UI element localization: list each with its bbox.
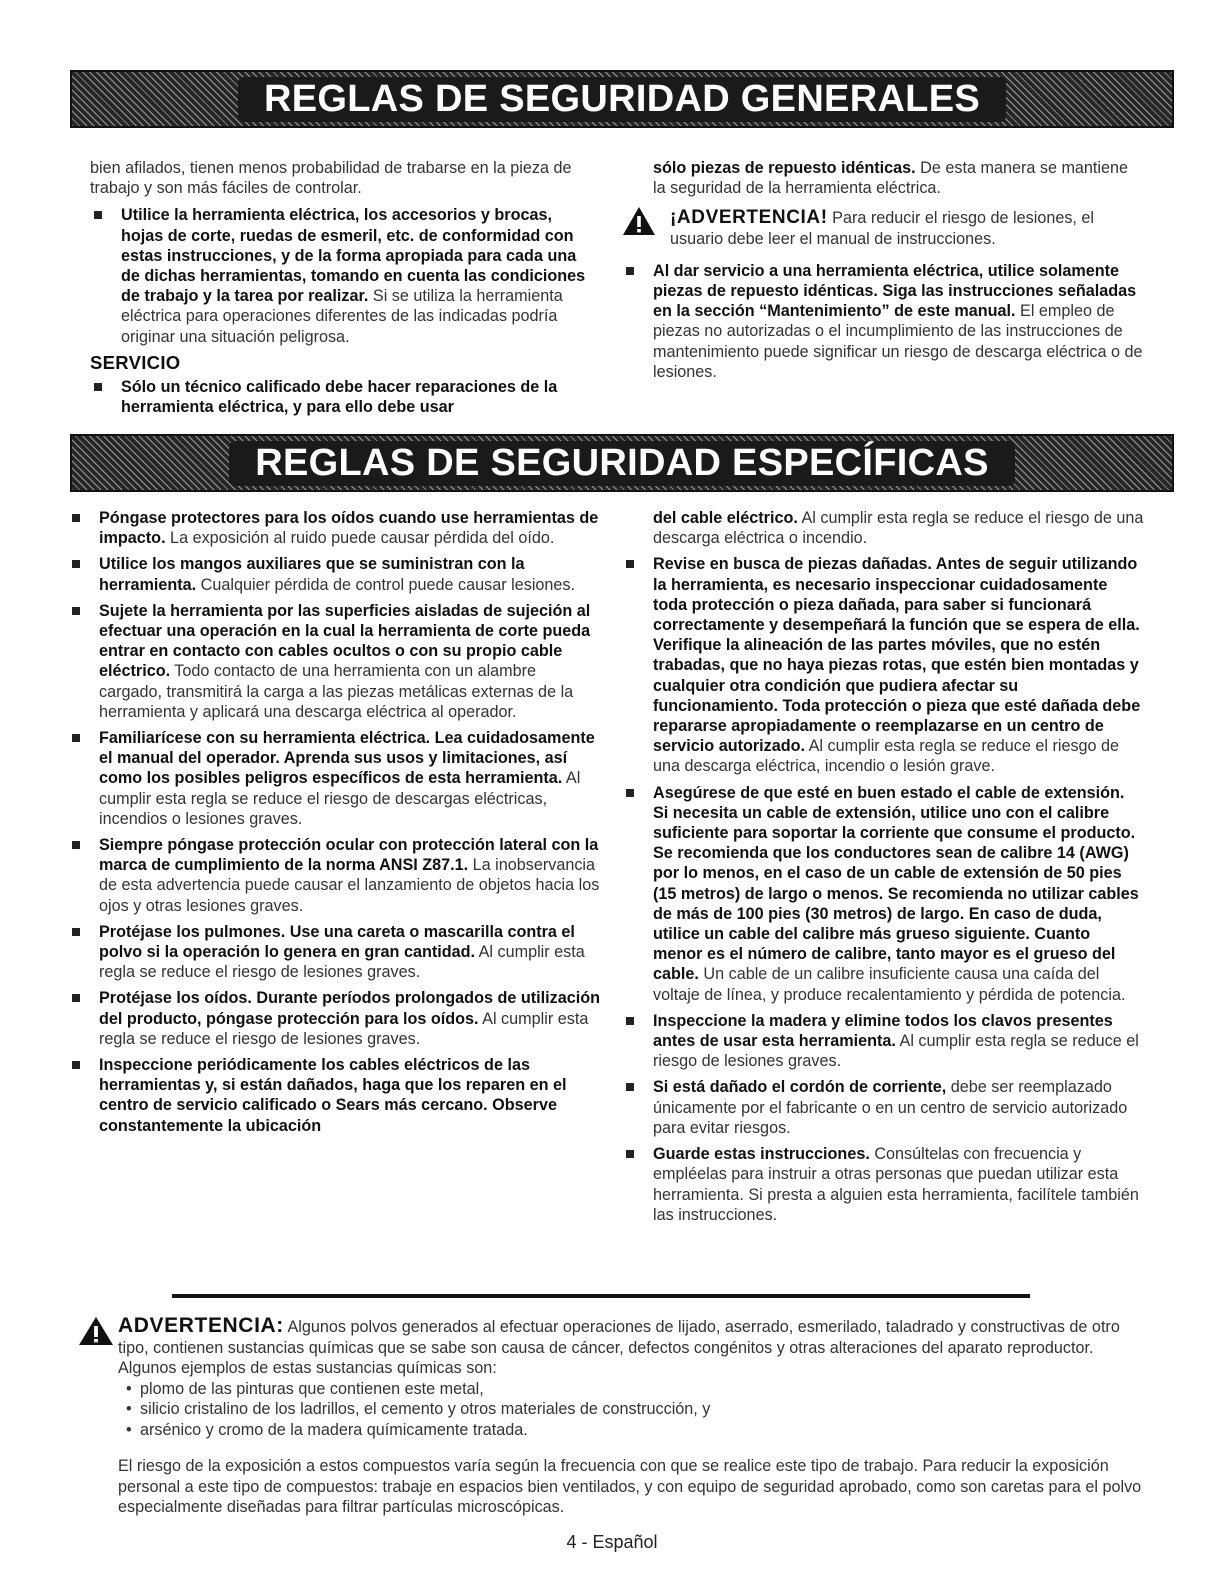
square-bullet-icon (72, 560, 80, 568)
item-text: debe ser reemplazado únicamente por el fabricante o en un centro de servicio autorizado para evitar riesgos. (653, 1078, 1128, 1137)
warning-block (622, 208, 1144, 248)
item-text: Un cable de un calibre insuficiente causa una caída del voltaje de línea, y produce recalentamiento y pérdida de potencia. (653, 965, 1126, 1004)
square-bullet-icon (626, 789, 634, 797)
item-bold: Asegúrese de que esté en buen estado el cable de extensión. Si necesita un cable de extensión, utilice uno con el calibre suficiente para soportar la corriente que consume el producto. Se recomienda que los conductores sean de calibre 14 (AWG) por lo menos, en el caso de un cable de extensión de 50 pies (15 metros) de largo o menos. Se recomienda no utilizar cables de más de 100 pies (30 metros) de largo. En caso de duda, utilice un cable del calibre más grueso siguiente. Cuanto menor es el número de calibre, tanto mayor es el grueso del cable. (653, 783, 1139, 984)
square-bullet-icon (72, 607, 80, 615)
item-text: Cualquier pérdida de control puede causar lesiones. (196, 575, 576, 594)
specific-right-column (622, 508, 1144, 1231)
list-item (68, 601, 600, 722)
item-bold: Póngase protectores para los oídos cuando use herramientas de impacto. (99, 509, 599, 548)
bottom-warning-intro: Algunos polvos generados al efectuar operaciones de lijado, aserrado, esmerilado, taladrado y constructivas de otro tipo, contienen sustancias químicas que se sabe son causa de cáncer, defectos congénitos y otras alteraciones del aparato reproductor. Algunos ejemplos de estas sustancias químicas son: (118, 1318, 1120, 1377)
banner-title-backdrop (238, 77, 1006, 122)
general-left-column (90, 158, 590, 423)
banner-specific-rules (70, 434, 1174, 492)
square-bullet-icon (626, 1083, 634, 1091)
square-bullet-icon (72, 994, 80, 1002)
item-bold: Si está dañado el cordón de corriente, (653, 1078, 947, 1097)
list-item (622, 783, 1144, 1005)
item-bold: Protéjase los pulmones. Use una careta o mascarilla contra el polvo si la operación lo genera en gran cantidad. (99, 922, 575, 962)
item-bold: Protéjase los oídos. Durante períodos prolongados de utilización del producto, póngase protección para los oídos. (99, 989, 600, 1028)
square-bullet-icon (626, 1150, 634, 1158)
banner-title: REGLAS DE SEGURIDAD GENERALES (263, 77, 980, 120)
list-item (68, 508, 600, 548)
continuation-bold: sólo piezas de repuesto idénticas. (653, 159, 916, 177)
item-text: Consúltelas con frecuencia y empléelas para instruir a otras personas que puedan utilizar esta herramienta. Si presta a alguien esta herramienta, facilítele también las instrucciones. (653, 1145, 1139, 1224)
item-bold: Sujete la herramienta por las superficies aisladas de sujeción al efectuar una operación en la cual la herramienta de corte pueda entrar en contacto con cables ocultos o con su propio cable eléctrico. (99, 601, 591, 681)
item-bold: Revise en busca de piezas dañadas. Antes de seguir utilizando la herramienta, es necesario inspeccionar cuidadosamente toda protección o pieza dañada, para saber si funcionará correctamente y desempeñará la función que se espera de ella. Verifique la alineación de las partes móviles, que no estén trabadas, que no haya piezas rotas, que estén bien montadas y cualquier otra condición que pudiera afectar su funcionamiento. Toda protección o pieza que esté dañada debe repararse apropiadamente o reemplazarse en un centro de servicio autorizado. (653, 555, 1141, 756)
list-item (68, 728, 600, 829)
banner-general-rules (70, 70, 1174, 128)
square-bullet-icon (94, 211, 102, 219)
item-text: La inobservancia de esta advertencia puede causar el lanzamiento de objetos hacia los ojos y otras lesiones graves. (99, 856, 600, 915)
list-item (90, 205, 590, 346)
list-item (622, 1011, 1144, 1072)
general-right-column (622, 158, 1144, 388)
continuation-paragraph (622, 508, 1144, 548)
item-text: Al cumplir esta regla se reduce el riesgo de lesiones graves. (99, 1009, 589, 1048)
banner-title-backdrop (229, 441, 1015, 486)
square-bullet-icon (72, 841, 80, 849)
square-bullet-icon (626, 267, 634, 275)
list-item (622, 1144, 1144, 1225)
item-bold: Familiarícese con su herramienta eléctrica. Lea cuidadosamente el manual del operador. Aprenda sus usos y limitaciones, así como los posibles peligros específicos de esta herramienta. (99, 729, 595, 788)
square-bullet-icon (72, 1061, 80, 1069)
list-item (68, 1055, 600, 1136)
bottom-warning-body (78, 1316, 1144, 1518)
item-bold: Utilice los mangos auxiliares que se suministran con la herramienta. (99, 555, 525, 594)
item-text: La exposición al ruido puede causar pérdida del oído. (165, 529, 555, 548)
list-item (68, 554, 600, 594)
square-bullet-icon (72, 514, 80, 522)
continuation-text: bien afilados, tienen menos probabilidad de trabarse en la pieza de trabajo y son más fáciles de controlar. (90, 159, 572, 198)
section-heading-servicio: SERVICIO (90, 351, 181, 373)
continuation-bold: del cable eléctrico. (653, 509, 798, 527)
banner-title: REGLAS DE SEGURIDAD ESPECÍFICAS (255, 441, 989, 484)
list-item (622, 1077, 1144, 1138)
list-item: • silicio cristalino de los ladrillos, el cemento y otros materiales de construcción, y (126, 1399, 1144, 1420)
item-text: Al cumplir esta regla se reduce el riesgo de descargas eléctricas, incendios o lesiones graves. (99, 769, 581, 828)
square-bullet-icon (626, 1017, 634, 1025)
item-bold: Guarde estas instrucciones. (653, 1145, 870, 1164)
item-text: Al cumplir esta regla se reduce el riesgo de lesiones graves. (653, 1032, 1139, 1071)
specific-left-column (68, 508, 600, 1142)
item-text: El empleo de piezas no autorizadas o el incumplimiento de las instrucciones de mantenimiento puede significar un riesgo de descarga eléctrica o de lesiones. (653, 302, 1143, 381)
square-bullet-icon (72, 928, 80, 936)
substance-list (118, 1379, 1144, 1441)
item-bold: Al dar servicio a una herramienta eléctrica, utilice solamente piezas de repuesto idénticas. Siga las instrucciones señaladas en la sección “Mantenimiento” de este manual. (653, 261, 1137, 321)
square-bullet-icon (626, 560, 634, 568)
item-bold: Sólo un técnico calificado debe hacer reparaciones de la herramienta eléctrica, y para ello debe usar (121, 378, 558, 417)
list-item (68, 988, 600, 1049)
square-bullet-icon (72, 734, 80, 742)
list-item (622, 554, 1144, 776)
item-text: Todo contacto de una herramienta con un alambre cargado, transmitirá la carga a las piezas metálicas externas de la herramienta y aplicará una descarga eléctrica al operador. (99, 662, 574, 721)
list-item: • plomo de las pinturas que contienen este metal, (126, 1379, 1144, 1400)
item-bold: Inspeccione periódicamente los cables eléctricos de las herramientas y, si están dañados, haga que los reparen en el centro de servicio calificado o Sears más cercano. Observe constantemente la ubicación (99, 1056, 567, 1135)
list-item (68, 835, 600, 916)
warning-text: Para reducir el riesgo de lesiones, el usuario debe leer el manual de instrucciones. (670, 209, 1095, 248)
item-text: Al cumplir esta regla se reduce el riesgo de una descarga eléctrica, incendio o lesión grave. (653, 737, 1120, 776)
item-text: Si se utiliza la herramienta eléctrica para operaciones diferentes de las indicadas podría originar una situación peligrosa. (121, 287, 563, 346)
item-text: Al cumplir esta regla se reduce el riesgo de lesiones graves. (99, 943, 585, 982)
item-bold: Inspeccione la madera y elimine todos los clavos presentes antes de usar esta herramienta. (653, 1011, 1113, 1051)
continuation-paragraph (622, 158, 1144, 198)
item-bold: Utilice la herramienta eléctrica, los accesorios y brocas, hojas de corte, ruedas de esmeril, etc. de conformidad con estas instrucciones, y de la forma apropiada para cada una de dichas herramientas, tomando en cuenta las condiciones de trabajo y la tarea por realizar. (121, 206, 586, 306)
list-item (90, 377, 590, 417)
warning-triangle-icon (622, 206, 656, 236)
section-divider (172, 1294, 1030, 1298)
bottom-warning (78, 1316, 1144, 1534)
bottom-warning-closing: El riesgo de la exposición a estos compuestos varía según la frecuencia con que se realice este tipo de trabajo. Para reducir la exposición personal a este tipo de compuestos: trabaje en espacios bien ventilados, y con equipo de seguridad aprobado, como son caretas para el polvo especialmente diseñadas para filtrar partículas microscópicas. (118, 1457, 1142, 1517)
continuation-text: Al cumplir esta regla se reduce el riesgo de una descarga eléctrica o incendio. (653, 509, 1144, 548)
list-item (68, 922, 600, 983)
list-item: • arsénico y cromo de la madera químicamente tratada. (126, 1420, 1144, 1441)
bottom-warning-word: ADVERTENCIA: (118, 1314, 284, 1337)
item-bold: Siempre póngase protección ocular con protección lateral con la marca de cumplimiento de la norma ANSI Z87.1. (99, 836, 599, 875)
warning-triangle-icon (78, 1316, 114, 1346)
square-bullet-icon (94, 383, 102, 391)
page-number: 4 - Español (566, 1532, 658, 1552)
continuation-text: De esta manera se mantiene la seguridad de la herramienta eléctrica. (653, 159, 1129, 198)
warning-word: ¡ADVERTENCIA! (670, 207, 828, 229)
list-item (622, 261, 1144, 382)
